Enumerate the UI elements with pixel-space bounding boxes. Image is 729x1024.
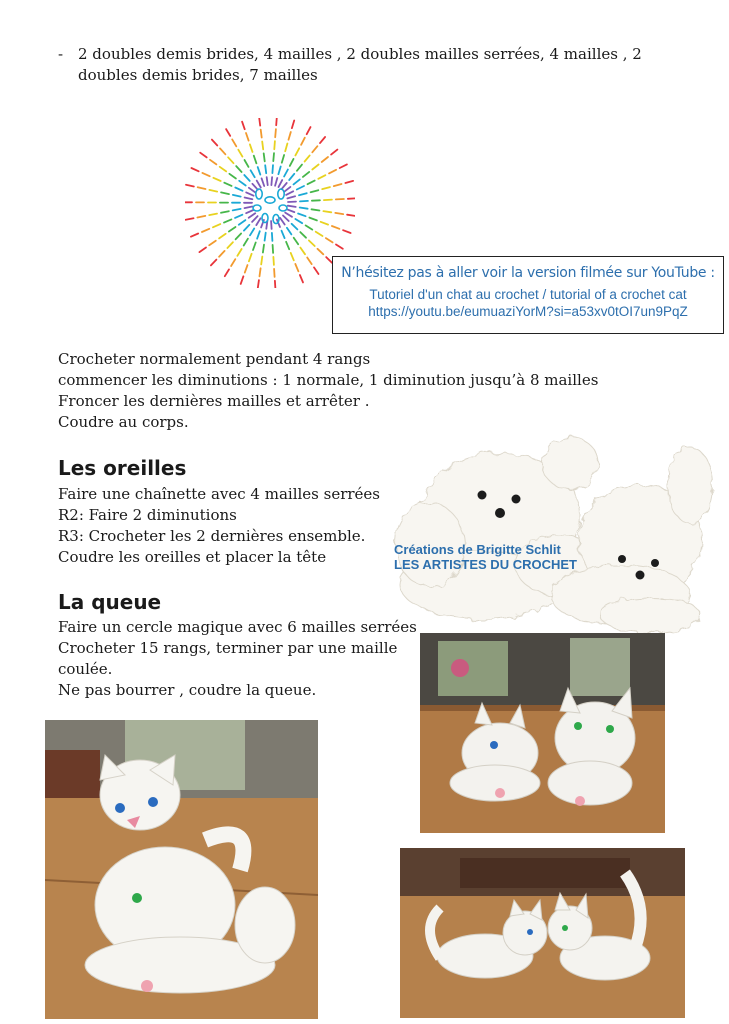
diagram-stitch: [264, 153, 265, 161]
diagram-stitch: [318, 175, 325, 179]
diagram-stitch: [254, 156, 257, 164]
diagram-stitch: [261, 130, 262, 138]
diagram-stitch: [226, 129, 230, 136]
diagram-stitch: [219, 251, 225, 257]
diagram-stitch: [229, 174, 236, 179]
diagram-stitch: [213, 224, 220, 227]
diagram-center-chain: [253, 189, 287, 224]
diagram-stitch: [262, 142, 263, 150]
diagram-stitch: [258, 167, 261, 175]
diagram-stitch: [213, 178, 220, 181]
diagram-stitch: [231, 259, 235, 266]
diagram-stitch: [249, 188, 256, 193]
diagram-stitch: [225, 269, 229, 276]
photo-walking-cats: [400, 848, 685, 1018]
ears-line: Coudre les oreilles et placer la tête: [58, 548, 327, 566]
youtube-info-box: [332, 256, 724, 334]
diagram-stitch: [210, 160, 216, 165]
diagram-stitch: [295, 219, 302, 223]
diagram-stitch: [288, 206, 296, 207]
diagram-stitch: [256, 218, 260, 225]
diagram-stitch: [308, 181, 315, 185]
diagram-stitch: [331, 150, 337, 155]
instructions-block: [58, 349, 598, 433]
diagram-stitch: [258, 280, 259, 288]
diagram-stitch: [287, 228, 292, 235]
diagram-stitch: [246, 210, 253, 213]
diagram-stitch: [246, 133, 249, 141]
diagram-stitch: [326, 238, 333, 242]
diagram-stitch: [191, 234, 198, 237]
diagram-stitch: [260, 268, 261, 276]
ears-line: Faire une chaînette avec 4 mailles serrées: [58, 485, 380, 503]
diagram-stitch: [287, 209, 295, 212]
diagram-stitch: [280, 218, 285, 225]
diagram-stitch: [283, 216, 289, 222]
diagram-stitch: [244, 175, 249, 181]
diagram-stitch: [300, 201, 308, 202]
diagram-stitch: [239, 181, 246, 186]
diagram-stitch: [265, 165, 266, 173]
photo-white-dogs: [390, 425, 715, 635]
diagram-stitch: [329, 170, 336, 174]
diagram-stitch: [224, 183, 231, 186]
diagram-stitch: [312, 209, 320, 210]
diagram-stitch: [303, 172, 309, 177]
diagram-stitch: [244, 225, 250, 231]
diagram-stitch: [267, 177, 268, 185]
diagram-stitch: [232, 139, 236, 146]
diagram-stitch: [312, 146, 317, 152]
diagram-stitch: [347, 215, 355, 216]
diagram-stitch: [220, 167, 227, 172]
diagram-stitch: [209, 241, 216, 246]
diagram-stitch: [212, 140, 217, 146]
diagram-stitch: [242, 122, 245, 130]
diagram-stitch: [236, 234, 242, 240]
diagram-stitch: [323, 211, 331, 212]
diagram-stitch: [220, 148, 225, 154]
diagram-stitch: [249, 213, 256, 218]
diagram-stitch: [309, 218, 317, 221]
diagram-stitch: [274, 141, 275, 149]
diagram-stitch: [259, 118, 260, 126]
photo-credit: [394, 542, 577, 572]
diagram-stitch: [209, 214, 217, 216]
diagram-stitch: [272, 233, 273, 241]
diagram-stitch: [245, 207, 253, 209]
diagram-stitch: [297, 186, 304, 190]
diagram-stitch: [275, 129, 276, 137]
diagram-stitch: [343, 230, 351, 233]
youtube-box-tutorial-title: Tutoriel d'un chat au crochet / tutorial of a crochet cat: [369, 287, 687, 302]
diagram-stitch: [291, 253, 294, 260]
diagram-stitch: [320, 137, 325, 143]
diagram-stitch: [237, 249, 241, 256]
diagram-stitch: [306, 225, 313, 229]
diagram-stitch: [235, 215, 242, 218]
tail-line: Faire un cercle magique avec 6 mailles serrées: [58, 618, 417, 636]
diagram-stitch: [238, 150, 242, 157]
diagram-stitch: [295, 264, 298, 271]
diagram-stitch: [229, 227, 236, 232]
tail-heading: La queue: [58, 590, 162, 614]
diagram-stitch: [276, 118, 277, 125]
diagram-stitch: [274, 269, 275, 277]
diagram-stitch: [249, 254, 252, 261]
diagram-stitch: [278, 167, 280, 175]
diagram-stitch: [345, 181, 353, 183]
ears-line: R2: Faire 2 diminutions: [58, 506, 237, 524]
diagram-stitch: [275, 281, 276, 288]
diagram-stitch: [332, 226, 340, 229]
diagram-stitch: [235, 188, 242, 191]
diagram-stitch: [265, 233, 266, 241]
diagram-stitch: [312, 165, 318, 170]
diagram-stitch: [186, 185, 194, 187]
diagram-stitch: [251, 170, 255, 177]
diagram-stitch: [307, 127, 311, 134]
diagram-stitch: [307, 258, 312, 265]
instruction-line: Coudre au corps.: [58, 413, 189, 431]
diagram-stitch: [282, 183, 287, 189]
tail-line: coulée.: [58, 660, 113, 678]
diagram-stitch: [275, 178, 277, 186]
diagram-stitch: [321, 222, 329, 225]
diagram-stitch: [335, 213, 343, 214]
instruction-line: commencer les diminutions : 1 normale, 1 diminution jusqu’à 8 mailles: [58, 371, 599, 389]
diagram-stitch: [253, 243, 256, 251]
diagram-stitch: [236, 166, 241, 172]
diagram-stitch: [285, 144, 287, 152]
diagram-stitch: [300, 275, 303, 282]
tail-block: [58, 617, 417, 701]
diagram-stitch: [294, 238, 299, 245]
diagram-stitch: [305, 155, 310, 161]
diagram-stitch: [271, 177, 272, 185]
instruction-line: Froncer les dernières mailles et arrêter .: [58, 392, 370, 410]
diagram-stitch: [279, 180, 283, 187]
diagram-stitch: [299, 193, 307, 195]
credit-line-1: Créations de Brigitte Schlit: [394, 542, 561, 557]
ears-block: [58, 484, 380, 568]
crochet-stitch-diagram: [185, 118, 355, 288]
diagram-stitch: [316, 232, 323, 236]
tail-line: Ne pas bourrer , coudre la queue.: [58, 681, 317, 699]
diagram-stitch: [301, 138, 305, 145]
diagram-stitch: [244, 239, 248, 246]
diagram-stitch: [241, 276, 244, 284]
diagram-stitch: [197, 216, 205, 218]
diagram-stitch: [250, 144, 253, 152]
diagram-stitch: [272, 165, 273, 173]
youtube-box-title: N’hésitez pas à aller voir la version filmée sur YouTube :: [341, 265, 715, 281]
diagram-stitch: [314, 267, 319, 274]
ears-heading: Les oreilles: [58, 456, 187, 480]
diagram-stitch: [245, 198, 253, 200]
diagram-stitch: [334, 184, 342, 186]
diagram-stitch: [245, 160, 249, 167]
credit-line-2: LES ARTISTES DU CROCHET: [394, 557, 577, 572]
diagram-stitch: [295, 148, 299, 155]
diagram-stitch: [286, 191, 293, 195]
diagram-stitch: [211, 260, 217, 266]
diagram-stitch: [227, 242, 233, 248]
diagram-stitch: [198, 187, 206, 189]
instruction-line: Crocheter normalement pendant 4 rangs: [58, 350, 371, 368]
diagram-stitch: [300, 208, 308, 209]
diagram-stitch: [233, 209, 241, 211]
tail-line: Crocheter 15 rangs, terminer par une maille: [58, 639, 398, 657]
diagram-stitch: [284, 187, 290, 192]
diagram-stitch: [284, 170, 288, 177]
diagram-stitch: [300, 232, 306, 238]
ears-line: R3: Crocheter les 2 dernières ensemble.: [58, 527, 366, 545]
diagram-stitch: [202, 229, 209, 232]
bullet-text: 2 doubles demis brides, 4 mailles , 2 doubles mailles serrées, 4 mailles , 2 doubles demis brides, 7 mailles: [78, 45, 642, 84]
diagram-stitch: [245, 265, 248, 273]
diagram-stitch: [290, 159, 294, 166]
diagram-stitch: [289, 174, 294, 180]
photo-stacked-cats: [45, 720, 318, 1019]
diagram-stitch: [282, 231, 285, 238]
diagram-stitch: [336, 245, 343, 249]
diagram-stitch: [202, 173, 209, 176]
diagram-stitch: [287, 196, 295, 198]
diagram-stitch: [273, 245, 274, 253]
photo-two-cats-table: [420, 633, 665, 833]
diagram-stitch: [322, 157, 328, 162]
diagram-stitch: [282, 155, 284, 163]
diagram-stitch: [257, 181, 261, 188]
diagram-stitch: [186, 218, 194, 220]
diagram-stitch: [285, 213, 292, 217]
diagram-stitch: [219, 234, 226, 239]
diagram-stitch: [200, 153, 207, 158]
diagram-stitch: [262, 178, 265, 186]
diagram-stitch: [318, 249, 324, 255]
diagram-stitch: [261, 257, 262, 265]
diagram-stitch: [233, 195, 241, 197]
diagram-stitch: [322, 187, 330, 189]
diagram-stitch: [271, 221, 272, 229]
diagram-stitch: [246, 192, 253, 195]
diagram-stitch: [209, 190, 217, 192]
diagram-stitch: [221, 192, 229, 194]
diagram-stitch: [298, 214, 306, 217]
diagram-stitch: [199, 248, 206, 253]
diagram-stitch: [239, 220, 246, 225]
diagram-stitch: [228, 157, 233, 163]
diagram-stitch: [224, 219, 231, 222]
diagram-stitch: [257, 231, 260, 239]
diagram-stitch: [273, 153, 274, 161]
diagram-stitch: [348, 198, 355, 199]
diagram-stitch: [292, 224, 298, 230]
diagram-stitch: [311, 190, 319, 192]
diagram-stitch: [250, 229, 254, 236]
youtube-link[interactable]: https://youtu.be/eumuaziYorM?si=a53xv0tOI7un9PqZ: [368, 304, 688, 319]
diagram-stitch: [289, 132, 291, 140]
diagram-stitch: [309, 241, 315, 247]
diagram-stitch: [252, 216, 258, 222]
diagram-stitch: [297, 165, 302, 171]
diagram-stitch: [273, 257, 274, 265]
diagram-stitch: [191, 168, 198, 171]
diagram-stitch: [300, 248, 305, 255]
diagram-stitch: [292, 121, 294, 129]
diagram-stitch: [340, 164, 347, 168]
diagram-stitch: [221, 211, 229, 213]
diagram-stitch: [252, 184, 257, 190]
diagram-stitch: [294, 179, 300, 184]
bullet-dash: -: [58, 45, 64, 63]
diagram-stitch: [263, 245, 264, 253]
diagram-stitch: [286, 242, 289, 249]
diagram-stitch: [324, 200, 332, 201]
